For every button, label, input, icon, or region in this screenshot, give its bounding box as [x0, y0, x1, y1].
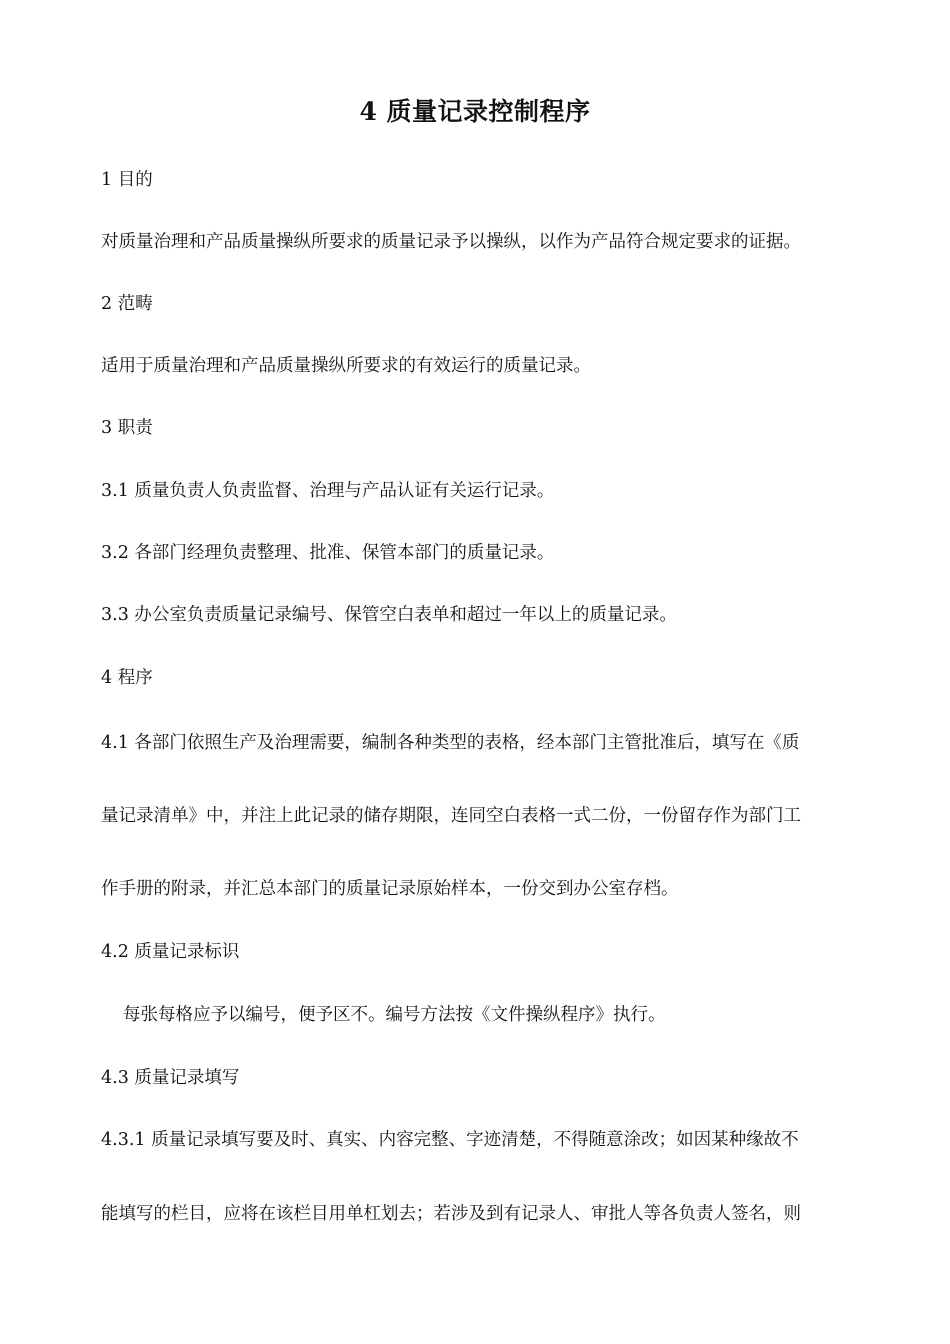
paragraph-scope: 适用于质量治理和产品质量操纵所要求的有效运行的质量记录。 [101, 356, 591, 376]
document-title: 4 质量记录控制程序 [359, 97, 591, 126]
paragraph-3-2: 3.2 各部门经理负责整理、批准、保管本部门的质量记录。 [101, 543, 555, 563]
heading-procedure: 4 程序 [101, 668, 153, 688]
paragraph-4-1-line-3: 作手册的附录，并汇总本部门的质量记录原始样本，一份交到办公室存档。 [101, 879, 679, 899]
paragraph-4-3-1-line-2: 能填写的栏目，应将在该栏目用单杠划去；若涉及到有记录人、审批人等各负责人签名，则 [101, 1204, 801, 1224]
heading-responsibilities: 3 职责 [101, 418, 153, 438]
heading-purpose: 1 目的 [101, 170, 153, 190]
paragraph-4-1-line-1: 4.1 各部门依照生产及治理需要，编制各种类型的表格，经本部门主管批准后，填写在《质 [101, 733, 800, 753]
paragraph-3-3: 3.3 办公室负责质量记录编号、保管空白表单和超过一年以上的质量记录。 [101, 605, 677, 625]
heading-scope: 2 范畴 [101, 294, 153, 314]
paragraph-purpose: 对质量治理和产品质量操纵所要求的质量记录予以操纵，以作为产品符合规定要求的证据。 [101, 232, 801, 252]
paragraph-3-1: 3.1 质量负责人负责监督、治理与产品认证有关运行记录。 [101, 481, 555, 501]
paragraph-4-3-1-line-1: 4.3.1 质量记录填写要及时、真实、内容完整、字迹清楚，不得随意涂改；如因某种缘故不 [101, 1130, 799, 1150]
heading-4-3: 4.3 质量记录填写 [101, 1068, 240, 1088]
paragraph-4-1-line-2: 量记录清单》中，并注上此记录的储存期限，连同空白表格一式二份，一份留存作为部门工 [101, 806, 801, 826]
heading-4-2: 4.2 质量记录标识 [101, 942, 240, 962]
paragraph-4-2: 每张每格应予以编号，便予区不。编号方法按《文件操纵程序》执行。 [123, 1005, 666, 1025]
